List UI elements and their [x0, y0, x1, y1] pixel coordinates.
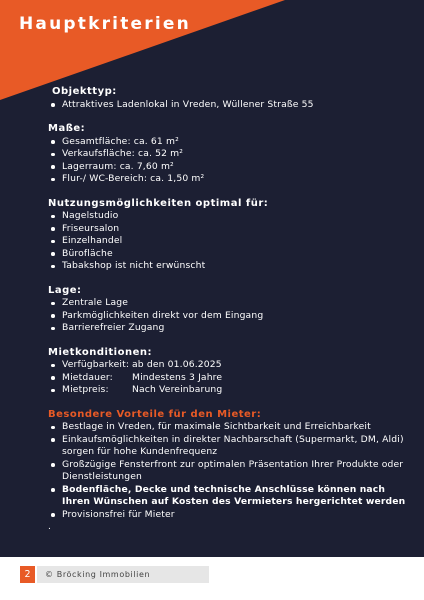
bullet-list	[48, 136, 408, 186]
section-objekttyp	[48, 86, 408, 111]
list-item: Flur-/ WC-Bereich: ca. 1,50 m²	[48, 173, 408, 186]
page-footer	[20, 566, 190, 583]
list-item	[48, 384, 408, 397]
header-banner	[0, 0, 424, 100]
list-item: Nagelstudio	[48, 210, 408, 223]
condition-value: Nach Vereinbarung	[132, 384, 223, 395]
section-nutzung	[48, 198, 408, 273]
section-heading: Mietkonditionen:	[48, 346, 152, 358]
list-item	[48, 484, 408, 509]
condition-label: Verfügbarkeit:	[62, 359, 130, 370]
section-vorteile	[48, 409, 408, 532]
list-item: Attraktives Ladenlokal in Vreden, Wüllener Straße 55	[48, 99, 408, 112]
list-item: Tabakshop ist nicht erwünscht	[48, 260, 408, 273]
section-heading: Objekttyp:	[52, 86, 117, 97]
list-item: Barrierefreier Zugang	[48, 322, 408, 335]
company-name: © Bröcking Immobilien	[37, 566, 209, 583]
bullet-list	[48, 297, 408, 335]
page-title: Hauptkriterien	[19, 14, 191, 34]
section-lage	[48, 285, 408, 335]
section-heading: Maße:	[48, 123, 86, 134]
list-item: Bestlage in Vreden, für maximale Sichtbarkeit und Erreichbarkeit	[48, 421, 408, 434]
section-heading: Nutzungsmöglichkeiten optimal für:	[48, 197, 269, 209]
list-item: Einkaufsmöglichkeiten in direkter Nachbarschaft (Supermarkt, DM, Aldi) sorgen für hohe Kundenfrequenz	[48, 434, 408, 459]
list-item	[48, 372, 408, 385]
condition-value: ab den 01.06.2025	[132, 359, 222, 370]
list-item	[48, 359, 408, 372]
list-item: Bürofläche	[48, 248, 408, 261]
criteria-content	[48, 86, 408, 542]
trailing-dot: .	[48, 522, 51, 532]
list-item: Zentrale Lage	[48, 297, 408, 310]
section-heading: Besondere Vorteile für den Mieter:	[48, 408, 262, 420]
list-item: Friseursalon	[48, 223, 408, 236]
list-item: Einzelhandel	[48, 235, 408, 248]
condition-value: Mindestens 3 Jahre	[132, 371, 223, 383]
list-item: Lagerraum: ca. 7,60 m²	[48, 161, 408, 174]
list-item: Gesamtfläche: ca. 61 m²	[48, 136, 408, 149]
bullet-list	[48, 359, 408, 397]
list-item: Verkaufsfläche: ca. 52 m²	[48, 148, 408, 161]
section-mietkonditionen	[48, 347, 408, 397]
page-number: 2	[20, 566, 35, 583]
list-item: Parkmöglichkeiten direkt vor dem Eingang	[48, 310, 408, 323]
section-masse	[48, 123, 408, 186]
emphasized-text: Bodenfläche, Decke und technische Anschlüsse können nach Ihren Wünschen auf Kosten des Vermieters hergerichtet werden	[62, 483, 406, 507]
bullet-list	[48, 210, 408, 273]
list-item: Großzügige Fensterfront zur optimalen Präsentation Ihrer Produkte oder Dienstleistungen	[48, 459, 408, 484]
condition-label: Mietpreis:	[62, 384, 109, 395]
bullet-list	[48, 99, 408, 112]
section-heading: Lage:	[48, 284, 82, 296]
list-item: Provisionsfrei für Mieter	[48, 509, 408, 522]
bullet-list	[48, 421, 408, 521]
condition-label: Mietdauer:	[62, 371, 113, 383]
